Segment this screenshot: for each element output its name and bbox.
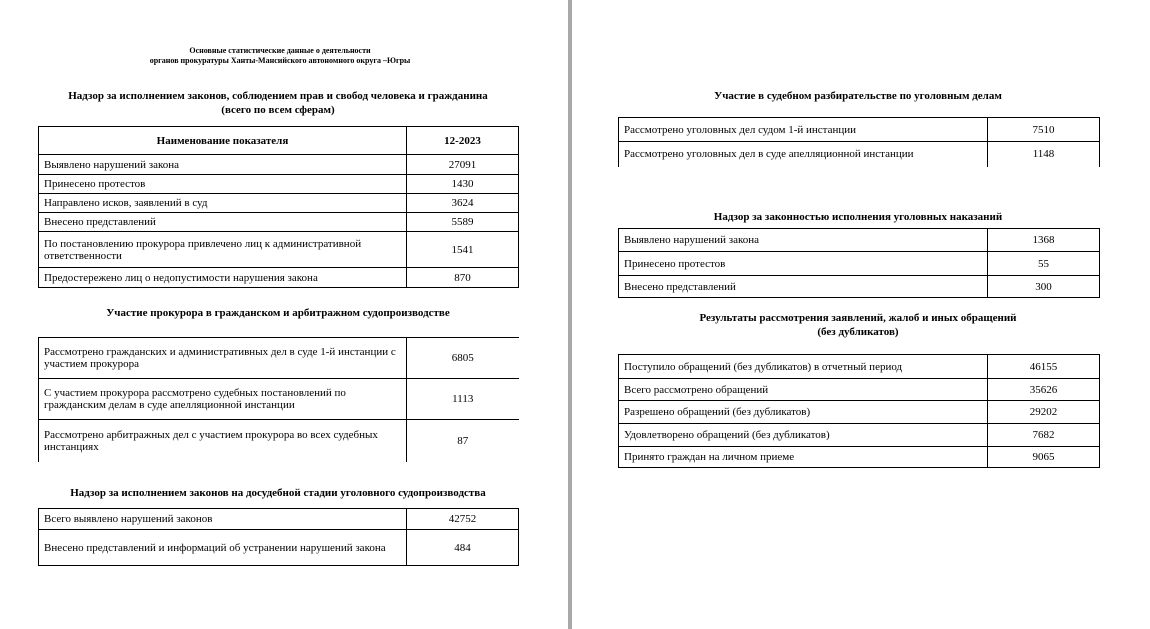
section5-table bbox=[618, 228, 1100, 298]
table-row-value: 27091 bbox=[407, 155, 519, 175]
table-row-label: Выявлено нарушений закона bbox=[619, 229, 988, 252]
section5-title: Надзор за законностью исполнения уголовных наказаний bbox=[713, 211, 1003, 223]
table-row-label: Внесено представлений bbox=[619, 276, 988, 298]
table-row-label: Всего рассмотрено обращений bbox=[619, 379, 988, 401]
section1-title: Надзор за исполнением законов, соблюдением прав и свобод человека и гражданина (всего по всем сферам) bbox=[68, 90, 488, 116]
table-row-label: Направлено исков, заявлений в суд bbox=[39, 194, 407, 213]
table-row-label: Рассмотрено уголовных дел судом 1-й инстанции bbox=[619, 118, 988, 142]
section2-title: Участие прокурора в гражданском и арбитражном судопроизводстве bbox=[106, 307, 450, 319]
table-row-label: Рассмотрено уголовных дел в суде апелляционной инстанции bbox=[619, 142, 988, 167]
section6-title: Результаты рассмотрения заявлений, жалоб и иных обращений (без дубликатов) bbox=[699, 312, 1017, 338]
section6-table bbox=[618, 354, 1100, 468]
section3-table bbox=[38, 508, 519, 566]
table-row-value: 5589 bbox=[407, 213, 519, 232]
table-row-value: 1148 bbox=[988, 142, 1100, 167]
col-header-period: 12-2023 bbox=[407, 127, 519, 155]
table-row-value: 1541 bbox=[407, 232, 519, 268]
table-row-value: 87 bbox=[407, 420, 519, 462]
section1-table bbox=[38, 126, 519, 288]
section4-title: Участие в судебном разбирательстве по уголовным делам bbox=[714, 90, 1002, 102]
table-row-value: 870 bbox=[407, 268, 519, 288]
table-row-label: Выявлено нарушений закона bbox=[39, 155, 407, 175]
table-row-label: По постановлению прокурора привлечено лиц к административной ответственности bbox=[39, 232, 407, 268]
table-row-label: Рассмотрено арбитражных дел с участием прокурора во всех судебных инстанциях bbox=[39, 420, 407, 462]
section2-table bbox=[38, 337, 519, 462]
table-row-label: Поступило обращений (без дубликатов) в отчетный период bbox=[619, 355, 988, 379]
table-row-value: 3624 bbox=[407, 194, 519, 213]
table-row-value: 46155 bbox=[988, 355, 1100, 379]
table-row-label: Внесено представлений и информаций об устранении нарушений закона bbox=[39, 530, 407, 566]
table-row-label: Внесено представлений bbox=[39, 213, 407, 232]
table-row-label: С участием прокурора рассмотрено судебных постановлений по гражданским делам в суде апелляционной инстанции bbox=[39, 379, 407, 420]
header-line2: органов прокуратуры Ханты-Мансийского автономного округа –Югры bbox=[149, 56, 411, 65]
table-row-value: 35626 bbox=[988, 379, 1100, 401]
table-row-label: Рассмотрено гражданских и административных дел в суде 1-й инстанции с участием прокурора bbox=[39, 338, 407, 379]
table-row-value: 55 bbox=[988, 252, 1100, 276]
table-row-value: 300 bbox=[988, 276, 1100, 298]
page-divider bbox=[568, 0, 572, 629]
table-row-value: 9065 bbox=[988, 447, 1100, 468]
table-row-value: 42752 bbox=[407, 509, 519, 530]
section4-table bbox=[618, 117, 1100, 167]
table-row-label: Предостережено лиц о недопустимости нарушения закона bbox=[39, 268, 407, 288]
table-row-value: 1368 bbox=[988, 229, 1100, 252]
col-header-name: Наименование показателя bbox=[39, 127, 407, 155]
table-row-label: Всего выявлено нарушений законов bbox=[39, 509, 407, 530]
table-row-value: 484 bbox=[407, 530, 519, 566]
table-row-label: Принесено протестов bbox=[619, 252, 988, 276]
table-row-label: Принесено протестов bbox=[39, 175, 407, 194]
table-row-value: 7682 bbox=[988, 424, 1100, 447]
table-row-label: Удовлетворено обращений (без дубликатов) bbox=[619, 424, 988, 447]
table-row-value: 7510 bbox=[988, 118, 1100, 142]
document-header bbox=[40, 46, 520, 66]
table-row-value: 6805 bbox=[407, 338, 519, 379]
table-row-value: 29202 bbox=[988, 401, 1100, 424]
table-row-label: Принято граждан на личном приеме bbox=[619, 447, 988, 468]
table-row-value: 1113 bbox=[407, 379, 519, 420]
header-line1: Основные статистические данные о деятельности bbox=[189, 46, 371, 55]
table-row-label: Разрешено обращений (без дубликатов) bbox=[619, 401, 988, 424]
table-row-value: 1430 bbox=[407, 175, 519, 194]
section3-title: Надзор за исполнением законов на досудебной стадии уголовного судопроизводства bbox=[70, 487, 486, 499]
